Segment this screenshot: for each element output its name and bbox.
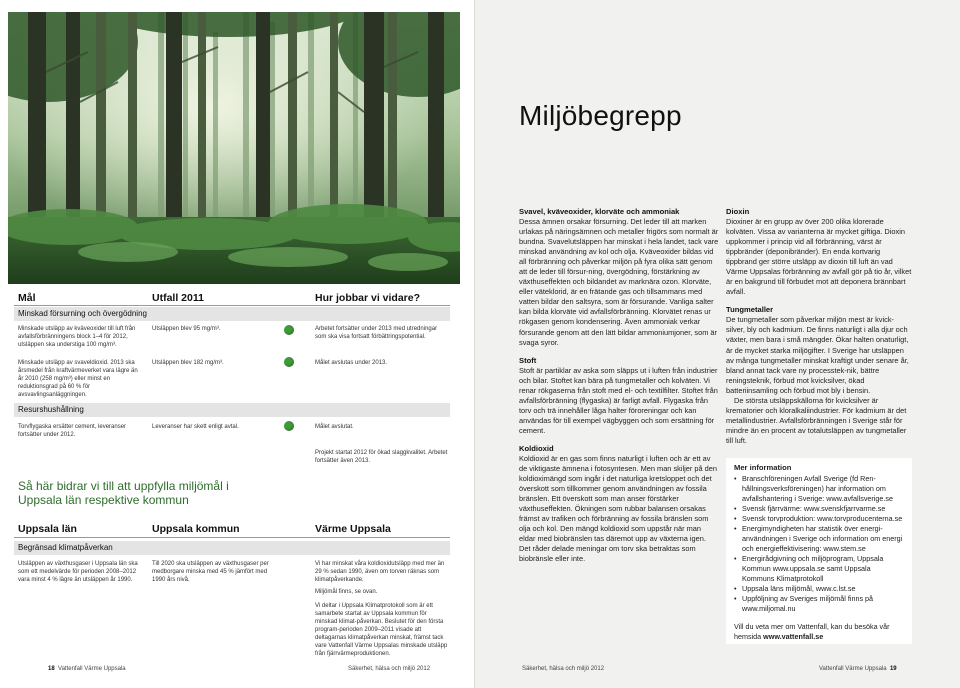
county-goal-text: Utsläppen av växthusgaser i Uppsala län ska som ett medelvärde för perioden 2008–2012 vara minst 4 % lägre än utsläppen år 1990.	[18, 561, 138, 583]
info-list-item[interactable]: • Energirådgivning och miljöprogram, Uppsala Kommun www.uppsala.se samt Uppsala Kommuns Klimatprotokoll	[734, 554, 904, 584]
outcome-text: Leveranser har skett enligt avtal.	[152, 424, 239, 430]
col-header-company: Värme Uppsala	[315, 523, 391, 535]
outcome-text: Utsläppen blev 95 mg/m³.	[152, 326, 221, 332]
footer-right	[819, 666, 897, 672]
col-header-outcome: Utfall 2011	[152, 292, 204, 304]
page-number: 19	[889, 666, 897, 672]
outro-text: Vill du veta mer om Vattenfall, kan du besöka vår hemsida	[734, 622, 890, 641]
footer-report: Säkerhet, hälsa och miljö 2012	[522, 666, 605, 672]
glossary-entry	[519, 444, 719, 565]
entry-heading: Dioxin	[726, 207, 750, 216]
outcome-text: Utsläppen blev 182 mg/m³.	[152, 360, 224, 366]
glossary-entry	[519, 207, 719, 348]
col-header-county: Uppsala län	[18, 523, 77, 535]
entry-text: Dioxiner är en grupp av över 200 olika klorerade kolväten. Vissa av varianterna är mycket giftiga. Dioxin uppkommer i princip vid all förbränning, värst är tippbränder (deponibränder). En enda kortvarig tippbrand ger större utsläpp av dioxin till luft än vad Värme Uppsalas förbränning av avfall gör på tio år, vilket är en bakgrund till förbudet mot att deponera brännbart avfall.	[726, 217, 912, 297]
info-outro	[734, 622, 904, 642]
col-header-municipality: Uppsala kommun	[152, 523, 240, 535]
project-note: Projekt startat 2012 för ökad slaggkvalitet. Arbetet fortsätter även 2013.	[315, 450, 448, 464]
entry-text: Dessa ämnen orsakar försurning. Det leder till att marken urlakas på näringsämnen och metaller frigörs som normalt är bundna. Svavelutsläppen har minskat i hela landet, tack vare minskad användning av kol och olja. Kväveoxider bildas vid all förbränning och påverkar miljön på fyra olika sätt genom att de leder till försur-ning, övergödning, förstärkning av växthuseffekten och bildandet av marknära ozon. Klorväte, eller väteklorid, är en frätande gas och tillsammans med vatten bildar den saltsyra, som är försurande. Vanliga salter kan bilda klorväte vid avfallsförbränning. Klorvätet renas ur rökgasen genom kondensering. Även ammoniak verkar försurande genom att den lätt bildar ammoniumjoner, som är svaga syror.	[519, 217, 719, 347]
status-dot-green	[284, 421, 294, 431]
company-goal-text: Vi har minskat våra koldioxidutsläpp med mer än 29 % sedan 1990, även om torven räknas som klimatpåverkande.	[315, 561, 445, 583]
forest-photo	[8, 12, 460, 284]
vattenfall-link[interactable]: www.vattenfall.se	[763, 632, 824, 641]
footer-left	[48, 666, 126, 672]
entry-heading: Tungmetaller	[726, 305, 774, 315]
info-list-item[interactable]: • Svensk torvproduktion: www.torvproducenterna.se	[734, 514, 904, 524]
footer-company: Vattenfall Värme Uppsala	[819, 666, 887, 672]
work-text: Målet avslutas under 2013.	[315, 360, 388, 366]
info-heading: Mer information	[734, 463, 792, 472]
entry-text: Koldioxid är en gas som finns naturligt i luften och är ett av de viktigaste ämnena i fotosyntesen. Men man skiljer på den koldioximängd som ingår i det naturliga kretsloppet och det överskott som tillkommer genom användningen av fossila bränslen. Ett överskott som man anser förstärker växthuseffekten. Ökningen som rubbar balansen orsakas främst av trafiken och förbränning av fossila bränslen som olja och kol. Den mängd koldioxid som uppstår när man eldar med biobränslen tas däremot upp av växterna igen. Det råder delade meningar om torv ska betraktas som biobränsle eller inte.	[519, 453, 718, 564]
entry-heading: Svavel, kväveoxider, klorväte och ammoniak	[519, 207, 680, 216]
info-list-item[interactable]: • Uppföljning av Sveriges miljömål finns på www.miljomal.nu	[734, 594, 904, 614]
section-acidification: Minskad försurning och övergödning	[14, 307, 450, 321]
municipality-goal-text: Till 2020 ska utsläppen av växthusgaser per medborgare minska med 45 % jämfört med 1990 års nivå.	[152, 561, 269, 583]
info-list-item[interactable]: • Branschföreningen Avfall Sverige (fd Ren-hållningsverksföreningen) har information om avfallshantering i Sverige: www.avfallsverige.se	[734, 474, 904, 504]
section-climate: Begränsad klimatpåverkan	[14, 541, 450, 555]
work-text: Målet avslutat.	[315, 424, 354, 430]
status-dot-green	[284, 357, 294, 367]
info-list-item[interactable]: • Uppsala läns miljömål, www.c.lst.se	[734, 584, 904, 594]
left-page	[0, 0, 474, 688]
entry-text: De största utsläppskällorna för kvicksilver är krematorier och kloralkaliindustrier. För kadmium är det metallindustrier. Avfallsförbränningen i Sverige står för mindre än en procent av totalutsläppen av tungmetaller till luft.	[726, 395, 907, 445]
glossary-entry	[726, 207, 912, 297]
footer-company: Vattenfall Värme Uppsala	[58, 666, 126, 672]
divider	[14, 305, 450, 306]
page-title: Miljöbegrepp	[519, 100, 682, 131]
page-number: 18	[48, 666, 55, 672]
more-info-box	[726, 458, 912, 644]
entry-text: Stoft är partiklar av aska som släpps ut i luften från industrier och bilar. Stoftet kan bära på tungmetaller och kolväten. Vi renar rökgaserna från stoft med el- och textilfilter. Stoftet från avfallsförbränning (flygaska) är farligt avfall. Flygaska från torv och trä innehåller låga halter föroreningar och kan användas för till exempel vägbyggen och som ersättning för cement.	[519, 365, 718, 435]
glossary-entry	[726, 305, 912, 446]
goal-text: Minskade utsläpp av svaveldioxid. 2013 ska årsmedel från kraftvärmeverket vara lägre än år 2010 (258 mg/m³) eller minst en reduktionsgrad på 60 % för avsvavlingsanläggningen.	[18, 360, 138, 398]
section-resources: Resurshushållning	[14, 403, 450, 417]
status-dot-green	[284, 325, 294, 335]
goal-text: Torvflygaska ersätter cement, leveranser fortsätter under 2012.	[18, 424, 127, 438]
company-protocol-text: Vi deltar i Uppsala Klimatprotokoll som är ett samarbete startat av Uppsala kommun för minskad klimat-påverkan. Beslutet för den första program-perioden 2009–2011 visade att deltagarnas klimatpåverkan minskat, främst tack vare Vattenfall Värme Uppsalas minskade utsläpp från fjärrvärmeproduktionen.	[315, 603, 448, 657]
glossary-column-1	[519, 207, 719, 572]
work-text: Arbetet fortsätter under 2013 med utredningar som ska visa fortsatt förbättringspotential.	[315, 326, 438, 340]
divider	[14, 537, 450, 538]
info-list	[734, 474, 904, 614]
section-subheading: Så här bidrar vi till att uppfylla miljömål i Uppsala län respektive kommun	[18, 479, 229, 507]
glossary-entry	[519, 356, 719, 436]
footer-report: Säkerhet, hälsa och miljö 2012	[348, 666, 431, 672]
entry-heading: Stoft	[519, 355, 537, 365]
glossary-column-2	[726, 207, 912, 454]
entry-heading: Koldioxid	[519, 443, 554, 453]
goal-text: Minskade utsläpp av kväveoxider till luft från avfallsförbränningens block 1–4 för 2012, utsläppen ska understiga 100 mg/m³.	[18, 326, 136, 348]
company-note: Miljömål finns, se ovan.	[315, 589, 378, 595]
entry-text: De tungmetaller som påverkar miljön mest är kvick-silver, bly och kadmium. De finns naturligt i alla djur och växter, men bara i små mängder. Ökar halten onaturligt, är de mycket starka miljögifter. I Sverige har utsläppen av många tungmetaller minskat kraftigt under senare år, bland annat tack vare ny processtek-nik, bättre reningsteknik, förbud mot kvicksilver, ökad batteriinsamling och förbud mot bly i bensin.	[726, 315, 909, 395]
info-list-item[interactable]: • Svensk fjärrvärme: www.svenskfjarrvarme.se	[734, 504, 904, 514]
info-list-item[interactable]: • Energimyndigheten har statistik över energi-användningen i Sverige och information om energi och energieffektivisering: www.stem.se	[734, 524, 904, 554]
right-page	[475, 0, 960, 688]
col-header-work: Hur jobbar vi vidare?	[315, 292, 421, 304]
col-header-goal: Mål	[18, 292, 36, 304]
